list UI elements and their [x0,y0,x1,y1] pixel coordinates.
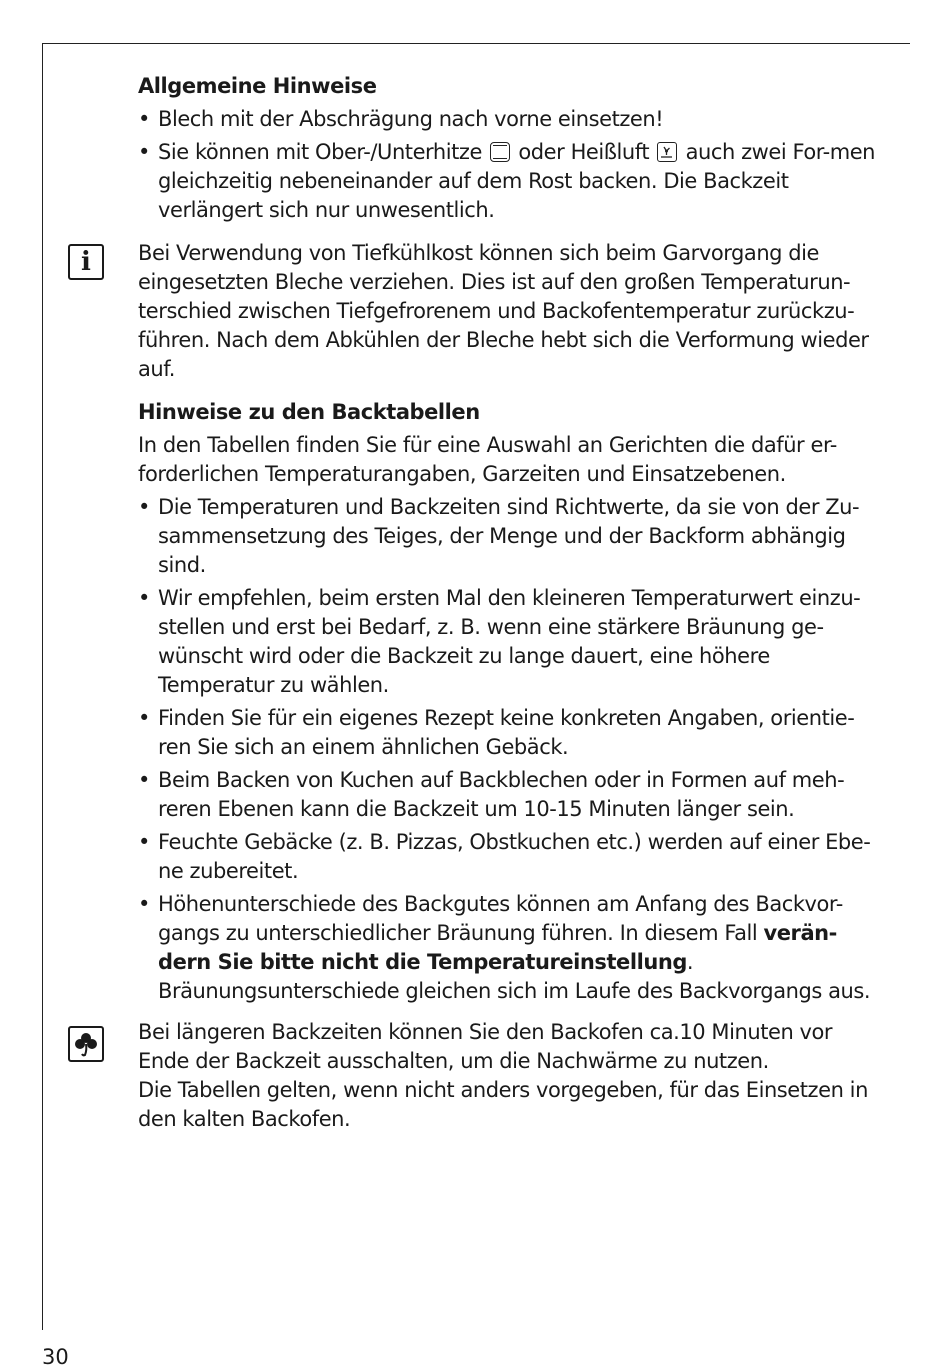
baking-tables-intro: In den Tabellen finden Sie für eine Auswahl an Gerichten die dafür er-forderlichen Temperaturangaben, Garzeiten und Einsatzebenen. [138,433,837,486]
bullet-text: Blech mit der Abschrägung nach vorne einsetzen! [158,107,664,131]
info-icon: i [68,244,104,280]
frozen-food-note [138,239,886,384]
note-text: Die Tabellen gelten, wenn nicht anders vorgegeben, für das Einsetzen in den kalten Backofen. [138,1078,868,1131]
list-item [138,890,886,1006]
bullet-text: . Bräunungsunterschiede gleichen sich im Laufe des Backvorgangs aus. [158,950,871,1003]
list-item: • Feuchte Gebäcke (z. B. Pizzas, Obstkuchen etc.) werden auf einer Ebe-ne zubereitet. [138,828,886,886]
list-item: • Finden Sie für ein eigenes Rezept keine konkreten Angaben, orientie-ren Sie sich an einem ähnlichen Gebäck. [138,704,886,762]
list-item [138,138,886,225]
list-item: • Beim Backen von Kuchen auf Backblechen oder in Formen auf meh-reren Ebenen kann die Backzeit um 10-15 Minuten länger sein. [138,766,886,824]
baking-tables-section [138,398,886,1006]
top-bottom-heat-icon [490,142,510,162]
general-notes-list [138,105,886,225]
baking-tables-heading: Hinweise zu den Backtabellen [138,400,480,424]
note-text: Bei Verwendung von Tiefkühlkost können sich beim Garvorgang die eingesetzten Bleche verziehen. Dies ist auf den großen Temperaturun-terschied zwischen Tiefgefrorenem und Backofentemperatur zurückzu-führen. Nach dem Abkühlen der Bleche hebt sich die Verformung wieder auf. [138,241,869,381]
note-text: Bei längeren Backzeiten können Sie den Backofen ca.10 Minuten vor Ende der Backzeit ausschalten, um die Nachwärme zu nutzen. [138,1020,833,1073]
bold-warning-text: verän-dern Sie bitte nicht die Temperatureinstellung [158,921,837,974]
page-number: 30 [42,1345,69,1369]
list-item: • Die Temperaturen und Backzeiten sind Richtwerte, da sie von der Zu-sammensetzung des Teiges, der Menge und der Backform abhängig sind. [138,493,886,580]
page-content [138,72,886,1134]
general-notes-section [138,72,886,225]
bullet-text: Höhenunterschiede des Backgutes können am Anfang des Backvor-gangs zu unterschiedlicher Bräunung führen. In diesem Fall [158,892,843,945]
bullet-text: oder Heißluft [518,140,650,164]
residual-heat-note [138,1018,886,1134]
top-rule [42,43,910,44]
list-item: • Wir empfehlen, beim ersten Mal den kleineren Temperaturwert einzu-stellen und erst bei Bedarf, z. B. wenn eine stärkere Bräunung ge-wünscht wird oder die Backzeit zu lange dauert, eine höhere Temperatur zu wählen. [138,584,886,700]
left-rule [42,43,43,1330]
bullet-text: auch zwei For-men gleichzeitig nebeneinander auf dem Rost backen. Die Backzeit verlängert sich nur unwesentlich. [158,140,876,222]
hot-air-fan-icon [657,142,677,162]
general-notes-heading: Allgemeine Hinweise [138,74,377,98]
baking-tables-list [138,493,886,1006]
bullet-text: Sie können mit Ober-/Unterhitze [158,140,482,164]
list-item [138,105,886,134]
clover-icon [68,1026,104,1062]
